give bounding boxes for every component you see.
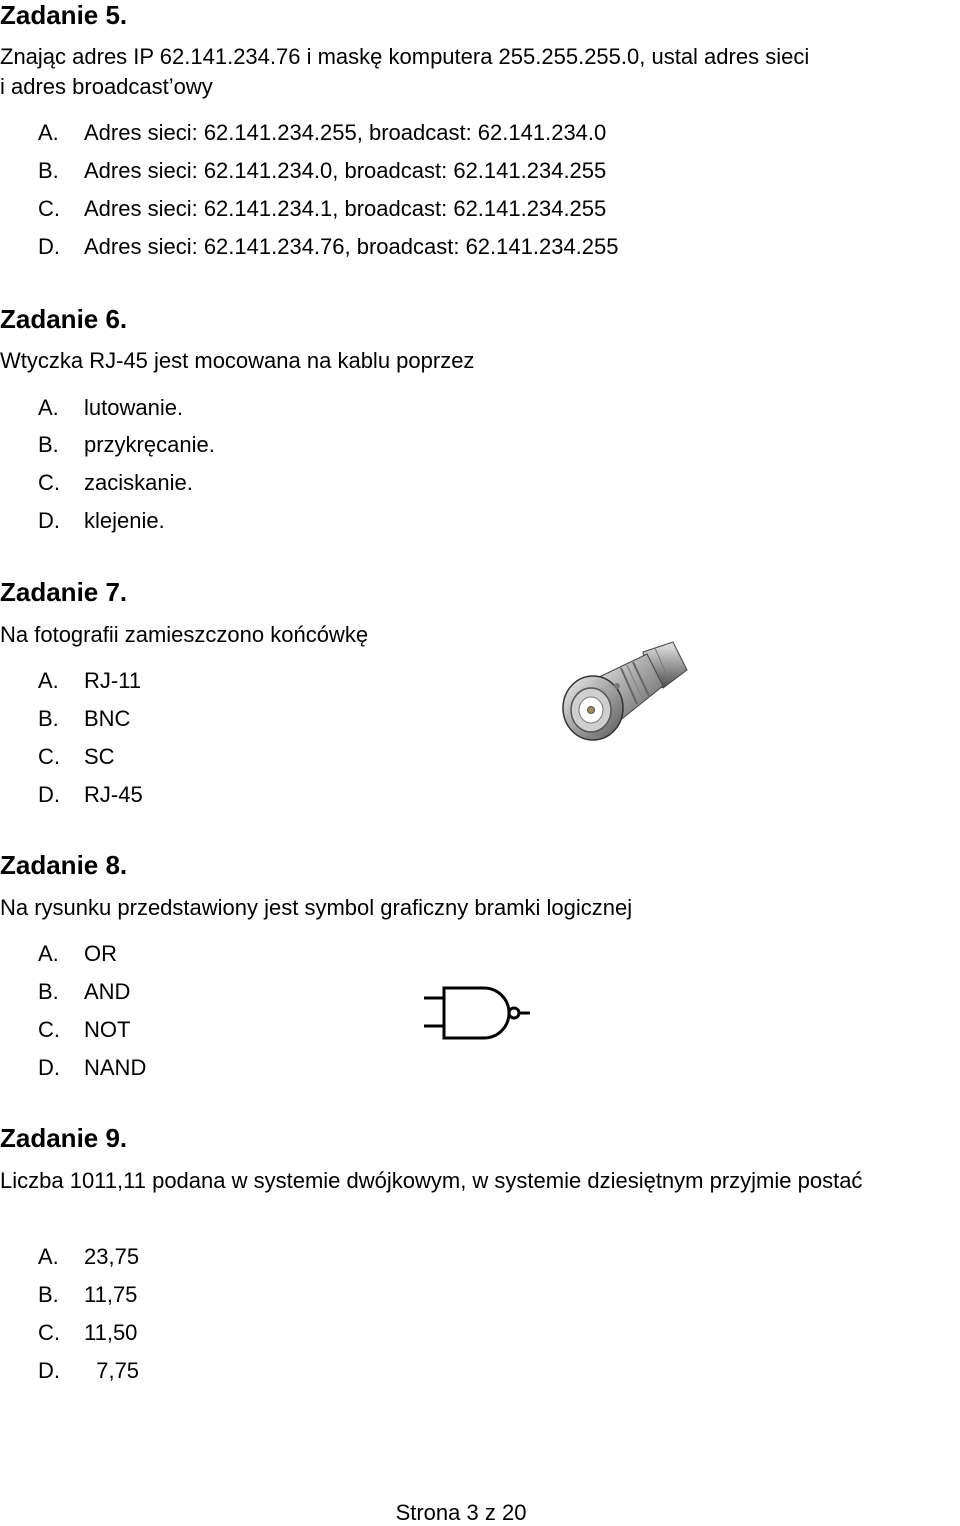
task-8-option-c bbox=[38, 1017, 130, 1043]
task-7-question-line-1: Na fotografii zamieszczono końcówkę bbox=[0, 622, 369, 647]
task-6-option-c bbox=[38, 470, 193, 496]
task-9-option-c bbox=[38, 1320, 137, 1346]
option-text: zaciskanie. bbox=[84, 470, 193, 495]
task-8-option-d bbox=[38, 1055, 146, 1081]
option-letter: D. bbox=[38, 782, 60, 807]
option-letter: C. bbox=[38, 1320, 60, 1345]
option-letter: B. bbox=[38, 1282, 59, 1307]
task-5-question-line-1: Znając adres IP 62.141.234.76 i maskę komputera 255.255.255.0, ustal adres sieci bbox=[0, 44, 810, 69]
task-6-title: Zadanie 6. bbox=[0, 304, 128, 334]
option-letter: A. bbox=[38, 668, 59, 693]
option-text: Adres sieci: 62.141.234.0, broadcast: 62.141.234.255 bbox=[84, 158, 607, 183]
option-text: przykręcanie. bbox=[84, 432, 215, 457]
task-5-option-d bbox=[38, 234, 619, 260]
task-5-option-c bbox=[38, 196, 606, 222]
task-5-option-b bbox=[38, 158, 606, 184]
option-letter: C. bbox=[38, 470, 60, 495]
task-8-option-b bbox=[38, 979, 130, 1005]
option-text: OR bbox=[84, 941, 117, 966]
option-text: 23,75 bbox=[84, 1244, 140, 1269]
option-letter: D. bbox=[38, 1055, 60, 1080]
option-letter: B. bbox=[38, 432, 59, 457]
page-number: Strona 3 z 20 bbox=[395, 1500, 527, 1525]
task-7-option-a bbox=[38, 668, 141, 694]
option-letter: D. bbox=[38, 234, 60, 259]
option-text: Adres sieci: 62.141.234.255, broadcast: 62.141.234.0 bbox=[84, 120, 607, 145]
task-5-title: Zadanie 5. bbox=[0, 0, 128, 30]
task-6-question-line-1: Wtyczka RJ-45 jest mocowana na kablu poprzez bbox=[0, 348, 475, 373]
option-text: 11,75 bbox=[84, 1282, 138, 1307]
option-text: NAND bbox=[84, 1055, 147, 1080]
option-text: Adres sieci: 62.141.234.1, broadcast: 62.141.234.255 bbox=[84, 196, 607, 221]
option-text: RJ-11 bbox=[84, 668, 142, 693]
option-letter: B. bbox=[38, 706, 59, 731]
task-9-title: Zadanie 9. bbox=[0, 1123, 128, 1153]
task-7-option-d bbox=[38, 782, 143, 808]
task-9-option-a bbox=[38, 1244, 139, 1270]
option-text: BNC bbox=[84, 706, 131, 731]
option-text: lutowanie. bbox=[84, 395, 184, 420]
option-letter: A. bbox=[38, 395, 59, 420]
option-letter: D. bbox=[38, 1358, 60, 1383]
task-7-title: Zadanie 7. bbox=[0, 577, 128, 607]
option-letter: C. bbox=[38, 744, 60, 769]
task-9-option-b bbox=[38, 1282, 137, 1308]
option-text: AND bbox=[84, 979, 131, 1004]
task-9-option-d bbox=[38, 1358, 139, 1384]
task-8-question-line-1: Na rysunku przedstawiony jest symbol graficzny bramki logicznej bbox=[0, 895, 633, 920]
option-text: SC bbox=[84, 744, 115, 769]
option-text: 7,75 bbox=[84, 1358, 140, 1383]
option-letter: B. bbox=[38, 979, 59, 1004]
option-text: klejenie. bbox=[84, 508, 165, 533]
option-letter: A. bbox=[38, 941, 59, 966]
option-letter: B. bbox=[38, 158, 59, 183]
option-text: Adres sieci: 62.141.234.76, broadcast: 62.141.234.255 bbox=[84, 234, 619, 259]
task-6-option-b bbox=[38, 432, 215, 458]
option-letter: C. bbox=[38, 196, 60, 221]
option-letter: D. bbox=[38, 508, 60, 533]
bnc-connector-photo bbox=[555, 640, 695, 750]
task-9-question-line-1: Liczba 1011,11 podana w systemie dwójkowym, w systemie dziesiętnym przyjmie postać bbox=[0, 1168, 863, 1193]
option-letter: C. bbox=[38, 1017, 60, 1042]
option-text: RJ-45 bbox=[84, 782, 143, 807]
task-5-question-line-2: i adres broadcast’owy bbox=[0, 74, 213, 99]
task-5-option-a bbox=[38, 120, 606, 146]
option-letter: A. bbox=[38, 120, 59, 145]
task-7-option-c bbox=[38, 744, 115, 770]
option-letter: A. bbox=[38, 1244, 59, 1269]
task-8-title: Zadanie 8. bbox=[0, 850, 128, 880]
option-text: NOT bbox=[84, 1017, 131, 1042]
task-6-option-a bbox=[38, 395, 183, 421]
option-text: 11,50 bbox=[84, 1320, 138, 1345]
task-6-option-d bbox=[38, 508, 165, 534]
nand-gate-symbol bbox=[420, 982, 535, 1044]
task-7-option-b bbox=[38, 706, 130, 732]
task-8-option-a bbox=[38, 941, 117, 967]
